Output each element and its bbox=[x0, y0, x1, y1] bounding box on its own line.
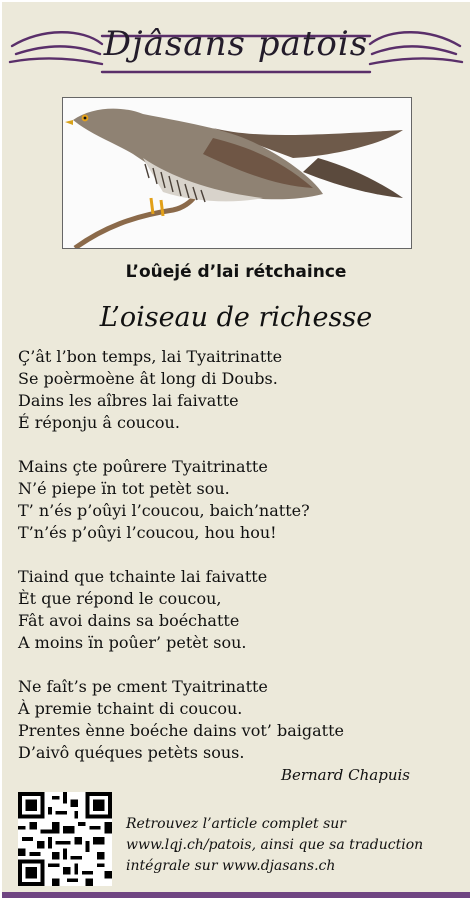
poem-author: Bernard Chapuis bbox=[280, 766, 410, 784]
poem-line: N’é piepe ïn tot petèt sou. bbox=[18, 479, 230, 498]
poem-stanza bbox=[18, 566, 458, 654]
poem-stanza bbox=[18, 346, 458, 434]
poem bbox=[18, 346, 458, 786]
article-page bbox=[2, 2, 470, 898]
poem-line: Ne faît’s pe cment Tyaitrinatte bbox=[18, 677, 268, 696]
poem-line: Dains les aîbres lai faivatte bbox=[18, 391, 239, 410]
poem-line: A moins ïn poûer’ petèt sou. bbox=[18, 633, 247, 652]
poem-line: Prentes ènne boéche dains vot’ baigatte bbox=[18, 721, 344, 740]
banner-title: Djâsans patois bbox=[103, 24, 369, 64]
poem-line: Èt que répond le coucou, bbox=[18, 589, 222, 608]
poem-stanza bbox=[18, 676, 458, 764]
poem-line: Ç’ât l’bon temps, lai Tyaitrinatte bbox=[18, 347, 283, 366]
qr-code[interactable] bbox=[18, 792, 112, 886]
footer-line: Retrouvez l’article complet sur bbox=[126, 816, 346, 832]
poem-line: T’n’és p’oûyi l’coucou, hou hou! bbox=[18, 523, 277, 542]
cuckoo-bird-photo bbox=[62, 97, 412, 249]
poem-stanza bbox=[18, 456, 458, 544]
footer-link-line[interactable]: intégrale sur www.djasans.ch bbox=[126, 858, 336, 874]
bottom-rule bbox=[2, 892, 470, 898]
poem-line: D’aivô quéques petèts sous. bbox=[18, 743, 245, 762]
cuckoo-bird-illustration bbox=[63, 98, 412, 249]
poem-line: É réponju â coucou. bbox=[18, 413, 180, 432]
poem-line: À premie tchaint di coucou. bbox=[18, 699, 243, 718]
article-heading: L’oûejé d’lai rétchaince bbox=[125, 262, 347, 282]
article-subtitle: L’oiseau de richesse bbox=[99, 302, 373, 333]
footer-link-line[interactable]: www.lqj.ch/patois, ainsi que sa traduction bbox=[126, 837, 424, 853]
poem-line: T’ n’és p’oûyi l’coucou, baich’natte? bbox=[18, 501, 310, 520]
poem-line: Se poèrmoène ât long di Doubs. bbox=[18, 369, 278, 388]
poem-line: Tiaind que tchainte lai faivatte bbox=[18, 567, 268, 586]
poem-line: Fât avoi dains sa boéchatte bbox=[18, 611, 240, 630]
poem-line: Mains çte poûrere Tyaitrinatte bbox=[18, 457, 268, 476]
footer-note bbox=[126, 814, 456, 877]
